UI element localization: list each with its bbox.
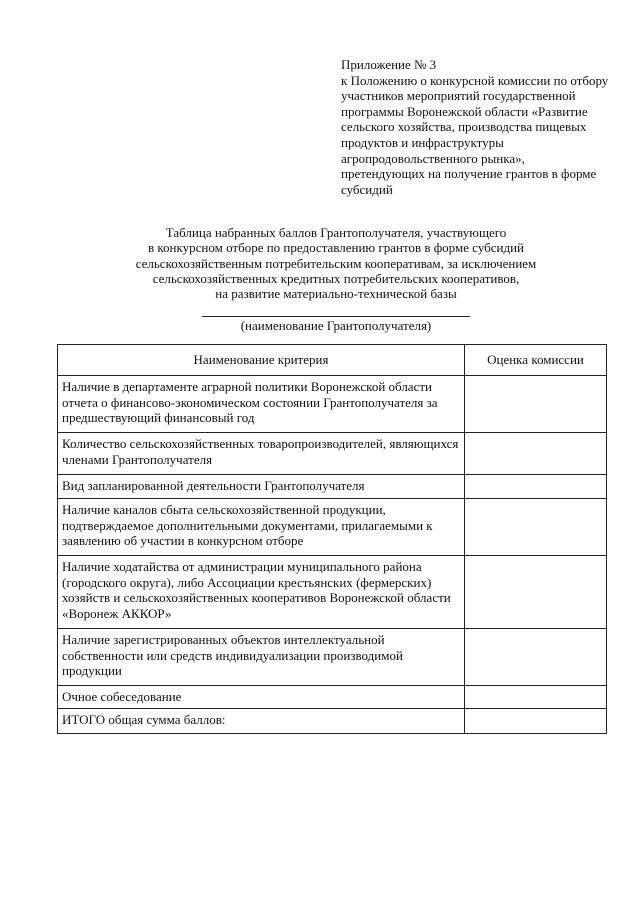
grantee-name-underline — [202, 316, 470, 317]
score-cell — [465, 475, 607, 499]
annex-line: к Положению о конкурсной комиссии по отбору — [341, 72, 609, 88]
annex-line: сельского хозяйства, производства пищевых — [341, 119, 587, 135]
annex-line: субсидий — [341, 181, 393, 197]
table-header-row — [58, 345, 607, 376]
annex-line: претендующих на получение грантов в форме — [341, 166, 597, 182]
criterion-cell: Наличие каналов сбыта сельскохозяйственной продукции, подтверждаемое дополнительными документами, прилагаемыми к заявлению об участии в конкурсном отборе — [58, 499, 465, 556]
criterion-cell: Наличие в департаменте аграрной политики Воронежской области отчета о финансово-экономическом состоянии Грантополучателя за предшествующий финансовый год — [58, 376, 465, 433]
annex-line: Приложение № 3 — [341, 57, 437, 72]
score-cell — [465, 499, 607, 556]
title-line: на развитие материально-технической базы — [215, 286, 457, 302]
annex-line: продуктов и инфраструктуры — [341, 134, 504, 150]
header-score: Оценка комиссии — [465, 345, 607, 376]
score-cell — [465, 629, 607, 686]
title-line: сельскохозяйственным потребительским кооперативам, за исключением — [135, 255, 537, 271]
score-cell — [465, 556, 607, 629]
table-row — [58, 629, 607, 686]
score-cell — [465, 433, 607, 475]
grantee-name-caption: (наименование Грантополучателя) — [240, 318, 432, 333]
criteria-table — [57, 344, 607, 734]
title-line: сельскохозяйственных кредитных потребительских кооперативов, — [152, 270, 520, 286]
criterion-cell: Наличие ходатайства от администрации муниципального района (городского округа), либо Ассоциации крестьянских (фермерских) хозяйств и сельскохозяйственных кооперативов Воронежской области «Воронеж АККОР» — [58, 556, 465, 629]
criterion-cell: Наличие зарегистрированных объектов интеллектуальной собственности или средств индивидуализации производимой продукции — [58, 629, 465, 686]
title-line: в конкурсном отборе по предоставлению грантов в форме субсидий — [147, 240, 525, 256]
table-row — [58, 433, 607, 475]
criterion-cell: ИТОГО общая сумма баллов: — [58, 709, 465, 734]
annex-line: участников мероприятий государственной — [341, 88, 576, 104]
score-cell — [465, 686, 607, 709]
table-row — [58, 376, 607, 433]
title-line: Таблица набранных баллов Грантополучателя, участвующего — [165, 225, 507, 240]
table-row — [58, 686, 607, 709]
score-cell — [465, 376, 607, 433]
table-row — [58, 499, 607, 556]
header-criterion: Наименование критерия — [58, 345, 465, 376]
criterion-cell: Очное собеседование — [58, 686, 465, 709]
document-title — [120, 225, 552, 301]
criterion-cell: Количество сельскохозяйственных товаропроизводителей, являющихся членами Грантополучателя — [58, 433, 465, 475]
table-row — [58, 475, 607, 499]
annex-header — [341, 57, 616, 197]
criterion-cell: Вид запланированной деятельности Грантополучателя — [58, 475, 465, 499]
table-row — [58, 556, 607, 629]
table-row-total — [58, 709, 607, 734]
annex-line: программы Воронежской области «Развитие — [341, 103, 588, 119]
score-cell — [465, 709, 607, 734]
annex-line: агропродовольственного рынка», — [341, 150, 525, 166]
